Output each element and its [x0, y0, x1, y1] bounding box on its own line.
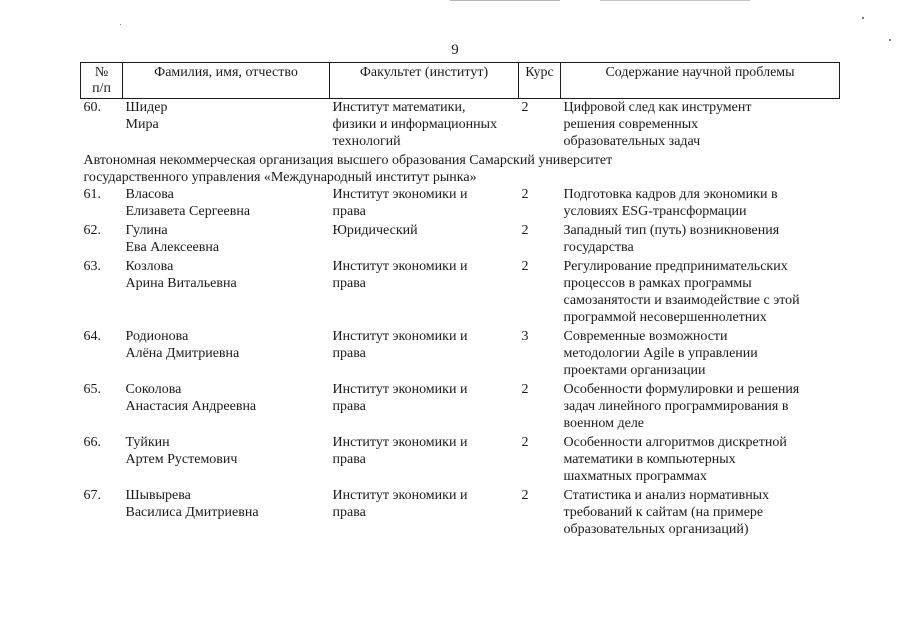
row-number: 61.: [83, 187, 101, 202]
organization-heading: Автономная некоммерческая организация высшего образования Самарский университет государственного управления «Международный институт рынка»: [83, 153, 613, 185]
row-name: Гулина Ева Алексеевна: [125, 223, 220, 255]
row-faculty: Институт экономики и права: [332, 187, 468, 219]
row-faculty: Институт экономики и права: [332, 488, 468, 520]
row-faculty: Институт экономики и права: [332, 435, 468, 467]
scan-speck: [862, 17, 864, 19]
row-name: Шывырева Василиса Дмитриевна: [125, 488, 259, 520]
table-row: [81, 487, 840, 540]
table-row: [81, 328, 840, 381]
row-topic: Цифровой след как инструмент решения современных образовательных задач: [563, 100, 752, 149]
row-number: 67.: [83, 488, 101, 503]
row-topic: Особенности алгоритмов дискретной математики в компьютерных шахматных программах: [563, 435, 787, 484]
row-course: 2: [521, 100, 529, 115]
row-course: 2: [521, 223, 529, 238]
table-header-row: [81, 63, 840, 99]
org-heading-row: [81, 152, 840, 186]
row-name: Родионова Алёна Дмитриевна: [125, 329, 240, 361]
table-row: [81, 222, 840, 258]
row-number: 63.: [83, 259, 101, 274]
header-faculty: Факультет (институт): [330, 63, 519, 99]
row-course: 2: [521, 259, 529, 274]
table-row: [81, 186, 840, 222]
row-number: 66.: [83, 435, 101, 450]
row-topic: Особенности формулировки и решения задач линейного программирования в военном деле: [563, 382, 800, 431]
table-row: [81, 381, 840, 434]
scan-edge-mark: [600, 0, 750, 1]
scan-edge-mark: [450, 0, 560, 1]
table-row: [81, 99, 840, 153]
header-topic: Содержание научной проблемы: [561, 63, 840, 99]
row-topic: Регулирование предпринимательских процессов в рамках программы самозанятости и взаимодействие с этой программой несовершеннолетних: [563, 259, 800, 325]
row-course: 2: [521, 382, 529, 397]
row-number: 60.: [83, 100, 101, 115]
header-course: Курс: [519, 63, 561, 99]
row-course: 2: [521, 488, 529, 503]
table-row: [81, 258, 840, 328]
row-name: Шидер Мира: [125, 100, 168, 132]
row-faculty: Юридический: [332, 223, 418, 238]
row-faculty: Институт экономики и права: [332, 259, 468, 291]
row-course: 2: [521, 435, 529, 450]
row-topic: Статистика и анализ нормативных требований к сайтам (на примере образовательных организаций): [563, 488, 770, 537]
scan-speck: [889, 39, 891, 41]
row-faculty: Институт экономики и права: [332, 329, 468, 361]
row-course: 2: [521, 187, 529, 202]
row-number: 65.: [83, 382, 101, 397]
row-topic: Подготовка кадров для экономики в условиях ESG-трансформации: [563, 187, 778, 219]
row-name: Соколова Анастасия Андреевна: [125, 382, 257, 414]
row-name: Козлова Арина Витальевна: [125, 259, 237, 291]
header-number: № п/п: [81, 63, 123, 99]
row-name: Власова Елизавета Сергеевна: [125, 187, 251, 219]
participants-table: [80, 62, 840, 540]
table-row: [81, 434, 840, 487]
header-full-name: Фамилия, имя, отчество: [123, 63, 330, 99]
row-faculty: Институт математики, физики и информационных технологий: [332, 100, 498, 149]
row-course: 3: [521, 329, 529, 344]
row-name: Туйкин Артем Рустемович: [125, 435, 238, 467]
row-topic: Современные возможности методологии Agile в управлении проектами организации: [563, 329, 758, 378]
row-number: 64.: [83, 329, 101, 344]
row-faculty: Институт экономики и права: [332, 382, 468, 414]
page-number: 9: [451, 42, 459, 58]
row-topic: Западный тип (путь) возникновения государства: [563, 223, 780, 255]
row-number: 62.: [83, 223, 101, 238]
scan-speck: [120, 24, 121, 25]
